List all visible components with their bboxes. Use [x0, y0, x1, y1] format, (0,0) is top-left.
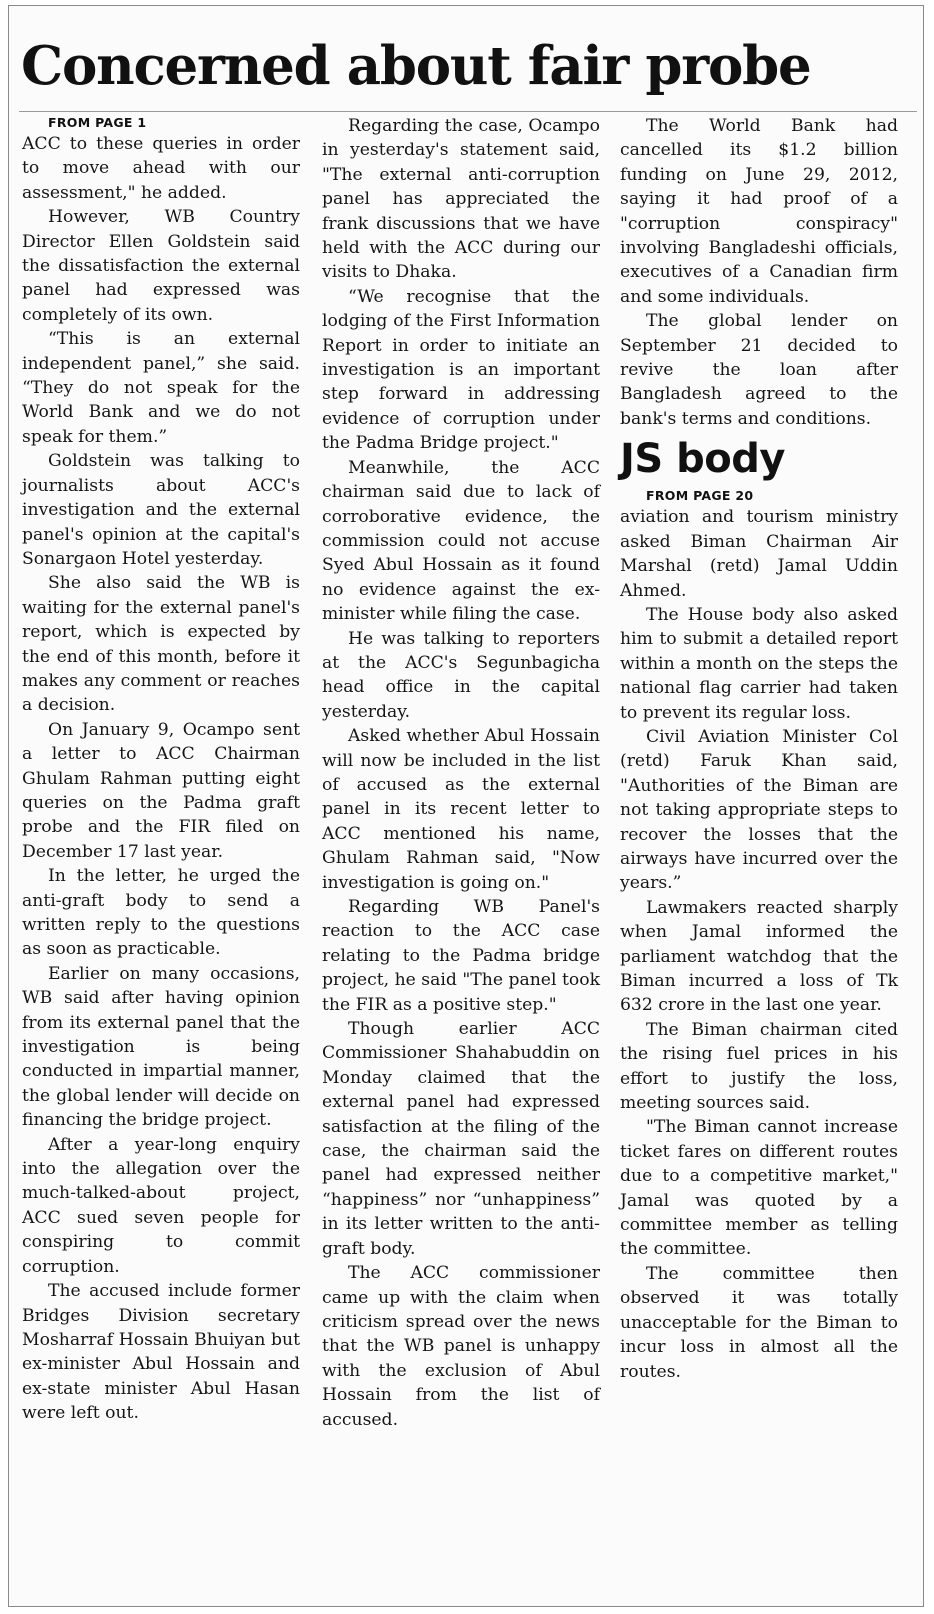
paragraph: Lawmakers reacted sharply when Jamal informed the parliament watchdog that the Biman incurred a loss of Tk 632 crore in the last one year. — [620, 897, 898, 1016]
paragraph: He was talking to reporters at the ACC's Segunbagicha head office in the capital yesterday. — [322, 628, 600, 722]
headline-divider — [19, 111, 917, 112]
paragraph: ACC to these queries in order to move ahead with our assessment," he added. — [22, 134, 300, 203]
paragraph: “We recognise that the lodging of the First Information Report in order to initiate an investigation is an important step forward in addressing evidence of corruption under the Padma Bridge project." — [322, 286, 600, 454]
paragraph: In the letter, he urged the anti-graft body to send a written reply to the questions as soon as practicable. — [22, 866, 300, 960]
paragraph: After a year-long enquiry into the allegation over the much-talked-about project, ACC sued seven people for conspiring to commit corruption. — [22, 1134, 300, 1277]
paragraph: The accused include former Bridges Division secretary Mosharraf Hossain Bhuiyan but ex-minister Abul Hossain and ex-state minister Abul Hasan were left out. — [22, 1281, 300, 1424]
paragraph: “This is an external independent panel,” she said. “They do not speak for the World Bank and we do not speak for them.” — [22, 329, 300, 447]
paragraph: Meanwhile, the ACC chairman said due to lack of corroborative evidence, the commission could not accuse Syed Abul Hossain as it found no evidence against the ex-minister while filing the case. — [322, 457, 600, 625]
paragraph: The ACC commissioner came up with the claim when criticism spread over the news that the WB panel is unhappy with the exclusion of Abul Hossain from the list of accused. — [322, 1263, 600, 1430]
column-3 — [620, 114, 898, 1384]
js-body-headline: JS body — [620, 436, 785, 483]
paragraph: Goldstein was talking to journalists about ACC's investigation and the external panel's opinion at the capital's Sonargaon Hotel yesterday. — [22, 451, 300, 569]
paragraph: Earlier on many occasions, WB said after having opinion from its external panel that the investigation is being conducted in impartial manner, the global lender will decide on financing the bridge project. — [22, 963, 300, 1131]
column-2 — [322, 114, 600, 1432]
paragraph: Asked whether Abul Hossain will now be included in the list of accused as the external panel in its recent letter to ACC mentioned his name, Ghulam Rahman said, "Now investigation is going on." — [322, 726, 600, 893]
paragraph: aviation and tourism ministry asked Biman Chairman Air Marshal (retd) Jamal Uddin Ahmed. — [620, 507, 898, 601]
column-1 — [22, 114, 300, 1426]
from-page-20-kicker: FROM PAGE 20 — [646, 488, 754, 504]
paragraph: Civil Aviation Minister Col (retd) Faruk Khan said, "Authorities of the Biman are not taking appropriate steps to recover the losses that the airways have incurred over the years.” — [620, 726, 898, 894]
paragraph: Though earlier ACC Commissioner Shahabuddin on Monday claimed that the external panel had expressed satisfaction at the filing of the case, the chairman said the panel had expressed neither “happiness” nor “unhappiness” in its letter written to the anti-graft body. — [322, 1019, 600, 1259]
paragraph: The World Bank had cancelled its $1.2 billion funding on June 29, 2012, saying it had proof of a "corruption conspiracy" involving Bangladeshi officials, executives of a Canadian firm and some individuals. — [620, 116, 898, 307]
paragraph: "The Biman cannot increase ticket fares on different routes due to a competitive market," Jamal was quoted by a committee member as telling the committee. — [620, 1117, 898, 1260]
paragraph: Regarding WB Panel's reaction to the ACC case relating to the Padma bridge project, he said "The panel took the FIR as a positive step." — [322, 897, 600, 1015]
paragraph: The House body also asked him to submit a detailed report within a month on the steps the national flag carrier had taken to prevent its regular loss. — [620, 604, 898, 723]
paragraph: The Biman chairman cited the rising fuel prices in his effort to justify the loss, meeting sources said. — [620, 1019, 898, 1114]
paragraph: She also said the WB is waiting for the external panel's report, which is expected by the end of this month, before it makes any comment or reaches a decision. — [22, 573, 300, 716]
paragraph: However, WB Country Director Ellen Goldstein said the dissatisfaction the external panel had expressed was completely of its own. — [22, 207, 300, 325]
article-headline: Concerned about fair probe — [21, 35, 811, 97]
paragraph: On January 9, Ocampo sent a letter to ACC Chairman Ghulam Rahman putting eight queries on the Padma graft probe and the FIR filed on December 17 last year. — [22, 719, 300, 862]
paragraph: The global lender on September 21 decided to revive the loan after Bangladesh agreed to the bank's terms and conditions. — [620, 311, 898, 429]
from-page-1-kicker: FROM PAGE 1 — [48, 115, 147, 130]
paragraph: The committee then observed it was totally unacceptable for the Biman to incur loss in almost all the routes. — [620, 1263, 898, 1382]
paragraph: Regarding the case, Ocampo in yesterday's statement said, "The external anti-corruption panel has appreciated the frank discussions that we have held with the ACC during our visits to Dhaka. — [322, 116, 600, 283]
